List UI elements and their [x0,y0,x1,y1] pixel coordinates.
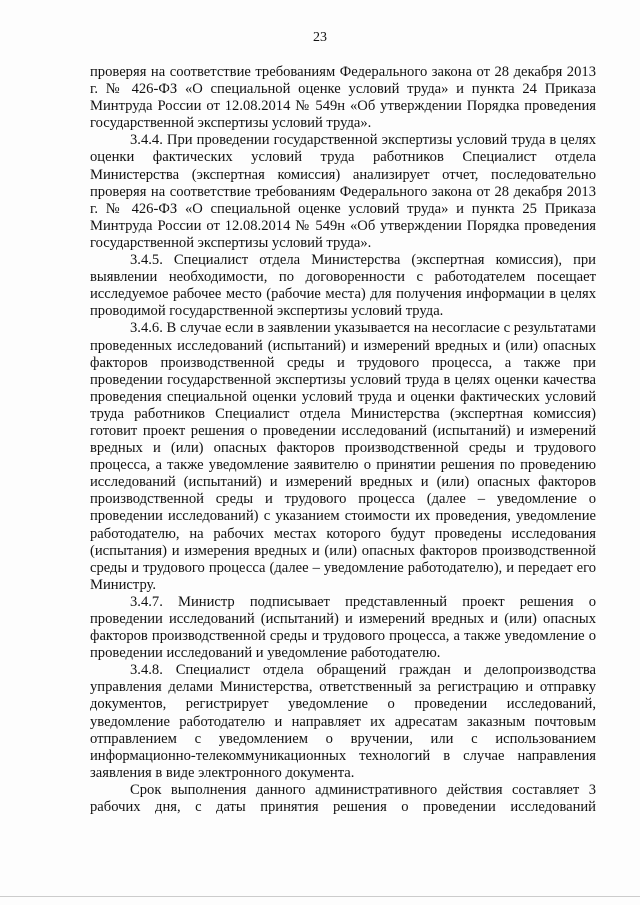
paragraph-3-4-4: 3.4.4. При проведении государственной экспертизы условий труда в целях оценки фактических условий труда работников Специалист отдела Министерства (экспертная комиссия) анализирует отчет, последовательно проверяя на соответствие требованиям Федерального закона от 28 декабря 2013 г. № 426-ФЗ «О специальной оценке условий труда» и пункта 25 Приказа Минтруда России от 12.08.2014 № 549н «Об утверждении Порядка проведения государственной экспертизы условий труда». [90,132,596,251]
paragraph-continuation: проверяя на соответствие требованиям Федерального закона от 28 декабря 2013 г. № 426-ФЗ «О специальной оценке условий труда» и пункта 24 Приказа Минтруда России от 12.08.2014 № 549н «Об утверждении Порядка проведения государственной экспертизы условий труда». [90,64,596,132]
page-bottom-edge [0,896,640,897]
page-number: 23 [313,30,327,45]
paragraph-3-4-7: 3.4.7. Министр подписывает представленный проект решения о проведении исследований (испытаний) и измерений вредных и (или) опасных факторов производственной среды и трудового процесса, а также уведомление о проведении исследований и уведомление работодателю. [90,593,596,662]
paragraph-deadline: Срок выполнения данного административного действия составляет 3 рабочих дня, с даты принятия решения о проведении исследований [90,781,596,816]
document-body [90,64,596,816]
paragraph-3-4-6: 3.4.6. В случае если в заявлении указывается на несогласие с результатами проведенных исследований (испытаний) и измерений вредных и (или) опасных факторов производственной среды и трудового процесса, а также при проведении государственной экспертизы условий труда в целях оценки качества проведения специальной оценки условий труда и оценки фактических условий труда работников Специалист отдела Министерства (экспертная комиссия) готовит проект решения о проведении исследований (испытаний) и измерений вредных и (или) опасных факторов производственной среды и трудового процесса, а также уведомление заявителю о принятии решения по проведению исследований (испытаний) и измерений вредных и (или) опасных факторов производственной среды и трудового процесса (далее – уведомление о проведении исследований) с указанием стоимости их проведения, уведомление работодателю, на рабочих местах которого будут проведены исследования (испытания) и измерения вредных и (или) опасных факторов производственной среды и трудового процесса (далее – уведомление работодателю), и передает его Министру. [90,320,596,593]
paragraph-3-4-8: 3.4.8. Специалист отдела обращений граждан и делопроизводства управления делами Министерства, ответственный за регистрацию и отправку документов, регистрирует уведомление о проведении исследований, уведомление работодателю и направляет их адресатам заказным почтовым отправлением с уведомлением о вручении, или с использованием информационно-телекоммуникационных технологий в случае направления заявления в виде электронного документа. [90,662,596,781]
paragraph-3-4-5: 3.4.5. Специалист отдела Министерства (экспертная комиссия), при выявлении необходимости, по договоренности с работодателем посещает исследуемое рабочее место (рабочие места) для получения информации в целях проводимой государственной экспертизы условий труда. [90,252,596,320]
